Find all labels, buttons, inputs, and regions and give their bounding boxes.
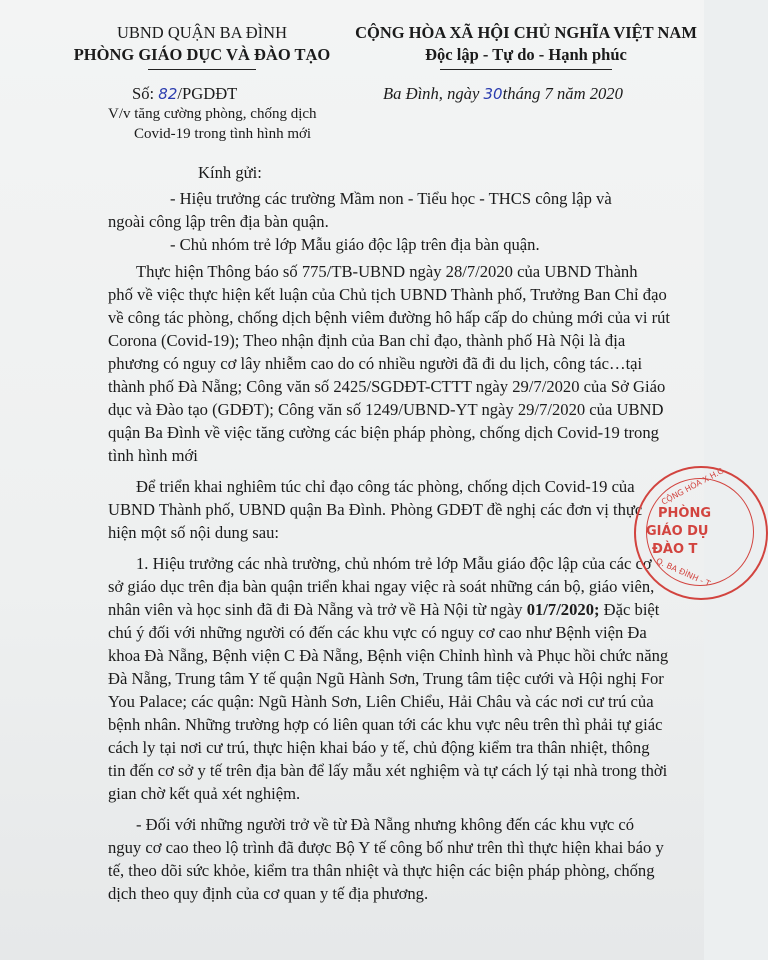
issuer-office: PHÒNG GIÁO DỤC VÀ ĐÀO TẠO <box>73 45 331 64</box>
text-span: nhân viên và học sinh đã đi Đà Nẵng và trở về Hà Nội từ ngày <box>108 600 527 619</box>
paragraph-line <box>108 600 659 620</box>
recipient-line: - Chủ nhóm trẻ lớp Mẫu giáo độc lập trên địa bàn quận. <box>170 235 540 254</box>
issuer-header <box>72 22 332 66</box>
paragraph-line: 1. Hiệu trưởng các nhà trường, chủ nhóm trẻ lớp Mẫu giáo độc lập của các cơ <box>136 554 652 573</box>
date-day-handwritten: 30 <box>483 85 503 103</box>
stamp-arc-bottom: Q. BA ĐÌNH - T <box>654 556 712 589</box>
doc-number-suffix: /PGDĐT <box>177 84 238 103</box>
salutation: Kính gửi: <box>198 163 262 182</box>
doc-number-handwritten: 82 <box>158 85 178 103</box>
stamp-line-3: ĐÀO T <box>652 542 698 557</box>
recipient-line: - Hiệu trưởng các trường Mầm non - Tiểu học - THCS công lập và <box>170 189 612 208</box>
national-header <box>336 22 716 66</box>
paragraph-line: bệnh nhân. Những trường hợp có liên quan tới các khu vực nêu trên thì phải tự giác <box>108 715 663 734</box>
text-span: Đặc biệt <box>599 600 660 619</box>
paragraph-line: gian chờ kết quả xét nghiệm. <box>108 784 301 803</box>
paragraph-line: tình hình mới <box>108 446 198 465</box>
paragraph-line: phương có nguy cơ lây nhiễm cao do có nhiều người đã đi du lịch, công tác…tại <box>108 354 643 373</box>
official-stamp <box>634 466 768 600</box>
stamp-line-2: GIÁO DỤ <box>646 524 709 539</box>
paragraph-line: dịch theo quy định của cơ quan y tế địa phương. <box>108 884 429 903</box>
paragraph-line: nguy cơ cao theo lộ trình đã được Bộ Y tế công bố như trên thì thực hiện khai báo y <box>108 838 664 857</box>
date-prefix: Ba Đình, ngày <box>383 84 484 103</box>
paragraph-line: tin đến cơ sở y tế trên địa bàn để lấy mẫu xét nghiệm và tự cách lý tại nhà trong thời <box>108 761 668 780</box>
paragraph-line: khoa Đà Nẵng, Bệnh viện C Đà Nẵng, Bệnh viện Chỉnh hình và Phục hồi chức năng <box>108 646 669 665</box>
paragraph-line: chú ý đối với những người có đến các khu vực có nguy cơ cao như Bệnh viện Đa <box>108 623 647 642</box>
paragraph-line: Thực hiện Thông báo số 775/TB-UBND ngày 28/7/2020 của UBND Thành <box>136 262 638 281</box>
stamp-line-1: PHÒNG <box>658 506 712 521</box>
national-motto: Độc lập - Tự do - Hạnh phúc <box>425 45 627 64</box>
paragraph-line: cách ly tại nơi cư trú, thực hiện khai báo y tế, chủ động kiểm tra thân nhiệt, thông <box>108 738 650 757</box>
highlight-date: 01/7/2020; <box>526 600 600 619</box>
doc-number-prefix: Số: <box>132 84 159 103</box>
paragraph-line: Corona (Covid-19); Theo nhận định của Ban chỉ đạo, thành phố Hà Nội là địa <box>108 331 626 350</box>
paragraph-line: sở giáo dục trên địa bàn quận triển khai ngay việc rà soát những cán bộ, giáo viên, <box>108 577 655 596</box>
issue-date <box>383 84 623 104</box>
paragraph-line: thành phố Đà Nẵng; Công văn số 2425/SGDĐT-CTTT ngày 29/7/2020 của Sở Giáo <box>108 377 666 396</box>
subject-line-1: V/v tăng cường phòng, chống dịch <box>108 106 317 122</box>
document-number <box>132 84 237 104</box>
issuer-underline <box>148 69 256 70</box>
paragraph-line: hiện một số nội dung sau: <box>108 523 280 542</box>
issuer-district: UBND QUẬN BA ĐÌNH <box>116 23 288 42</box>
paragraph-line: dục và Đào tạo (GDĐT); Công văn số 1249/UBND-YT ngày 29/7/2020 của UBND <box>108 400 664 419</box>
paragraph-line: - Đối với những người trở về từ Đà Nẵng nhưng không đến các khu vực có <box>136 815 635 834</box>
subject-line-2: Covid-19 trong tình hình mới <box>134 126 312 142</box>
national-title: CỘNG HÒA XÃ HỘI CHỦ NGHĨA VIỆT NAM <box>355 23 697 42</box>
paragraph-line: UBND Thành phố, UBND quận Ba Đình. Phòng GDĐT đề nghị các đơn vị thực <box>108 500 643 519</box>
paragraph-line: You Palace; các quận: Ngũ Hành Sơn, Liên Chiểu, Hải Châu và các nơi cư trú của <box>108 692 654 711</box>
paragraph-line: về công tác phòng, chống dịch bệnh viêm đường hô hấp cấp do chủng mới của vi rút <box>108 308 671 327</box>
date-suffix: tháng 7 năm 2020 <box>502 84 623 103</box>
recipient-line: ngoài công lập trên địa bàn quận. <box>108 212 329 231</box>
motto-underline <box>440 69 612 70</box>
paragraph-line: phố về việc thực hiện kết luận của Chủ tịch UBND Thành phố, Trưởng Ban Chỉ đạo <box>108 285 667 304</box>
paragraph-line: Để triển khai nghiêm túc chỉ đạo công tác phòng, chống dịch Covid-19 của <box>136 477 635 496</box>
paragraph-line: tế, theo dõi sức khỏe, kiểm tra thân nhiệt và thực hiện các biện pháp phòng, chống <box>108 861 655 880</box>
paragraph-line: Đà Nẵng, Trung tâm Y tế quận Ngũ Hành Sơn, Trung tâm tiệc cưới và Hội nghị For <box>108 669 664 688</box>
stamp-arc-top: CỘNG HÒA X.H.C <box>659 466 725 507</box>
paragraph-line: quận Ba Đình về việc tăng cường các biện pháp phòng, chống dịch Covid-19 trong <box>108 423 659 442</box>
